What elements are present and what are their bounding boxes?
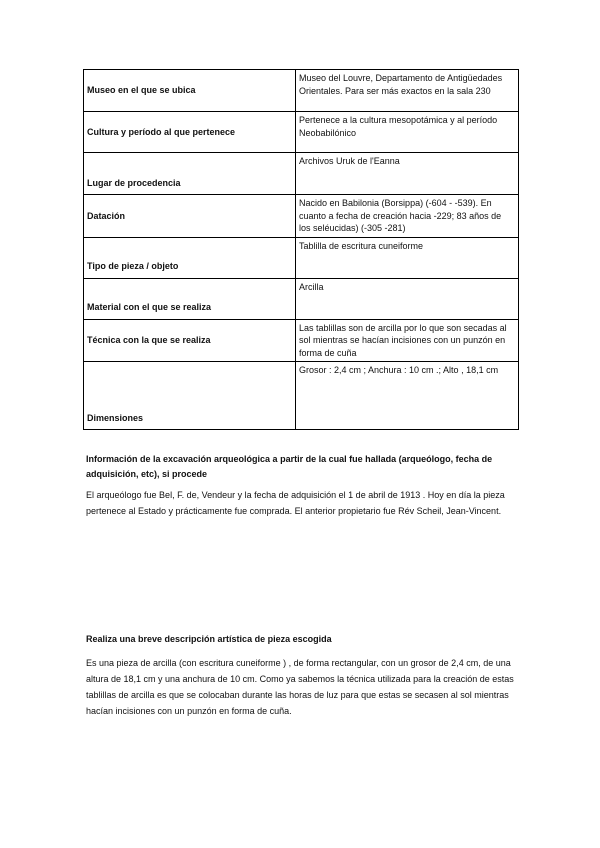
row-value: Nacido en Babilonia (Borsippa) (-604 - -539). En cuanto a fecha de creación hacia -229; 83 años de los seléucidas) (-305 -281) [296,195,519,238]
row-value: Grosor : 2,4 cm ; Anchura : 10 cm .; Alto , 18,1 cm [296,362,519,430]
description-text: Es una pieza de arcilla (con escritura cuneiforme ) , de forma rectangular, con un grosor de 2,4 cm, de una altura de 18,1 cm y una anchura de 10 cm. Como ya sabemos la técnica utilizada para la creación de estas tablillas de arcilla es que se colocaban durante las horas de luz para que estas se secasen al sol mientras hacían incisiones con un punzón en forma de cuña. [86,658,514,716]
row-value: Museo del Louvre, Departamento de Antigüedades Orientales. Para ser más exactos en la sala 230 [296,70,519,112]
row-label: Material con el que se realiza [84,278,296,319]
excavation-heading: Información de la excavación arqueológica a partir de la cual fue hallada (arqueólogo, fecha de adquisición, etc), si procede [86,454,493,479]
row-label: Lugar de procedencia [84,153,296,195]
row-value: Pertenece a la cultura mesopotámica y al período Neobabilónico [296,112,519,153]
row-label: Dimensiones [84,362,296,430]
row-label: Técnica con la que se realiza [84,319,296,362]
excavation-text: El arqueólogo fue Bel, F. de, Vendeur y la fecha de adquisición el 1 de abril de 1913 . Hoy en día la pieza pertenece al Estado y prácticamente fue comprada. El anterior propietario fue Rév Scheil, Jean-Vincent. [86,490,505,516]
row-label: Cultura y período al que pertenece [84,112,296,153]
table-row [84,195,519,238]
table-row [84,237,519,278]
description-heading: Realiza una breve descripción artística de pieza escogida [86,634,332,644]
row-value: Las tablillas son de arcilla por lo que son secadas al sol mientras se hacían incisiones con un punzón en forma de cuña [296,319,519,362]
table-row [84,112,519,153]
table-row [84,70,519,112]
table-row [84,278,519,319]
row-value: Arcilla [296,278,519,319]
row-label: Museo en el que se ubica [84,70,296,112]
row-label: Datación [84,195,296,238]
table-row [84,153,519,195]
table-row [84,319,519,362]
row-value: Tablilla de escritura cuneiforme [296,237,519,278]
row-label: Tipo de pieza / objeto [84,237,296,278]
row-value: Archivos Uruk de l'Eanna [296,153,519,195]
table-row [84,362,519,430]
artifact-info-table [83,69,519,430]
